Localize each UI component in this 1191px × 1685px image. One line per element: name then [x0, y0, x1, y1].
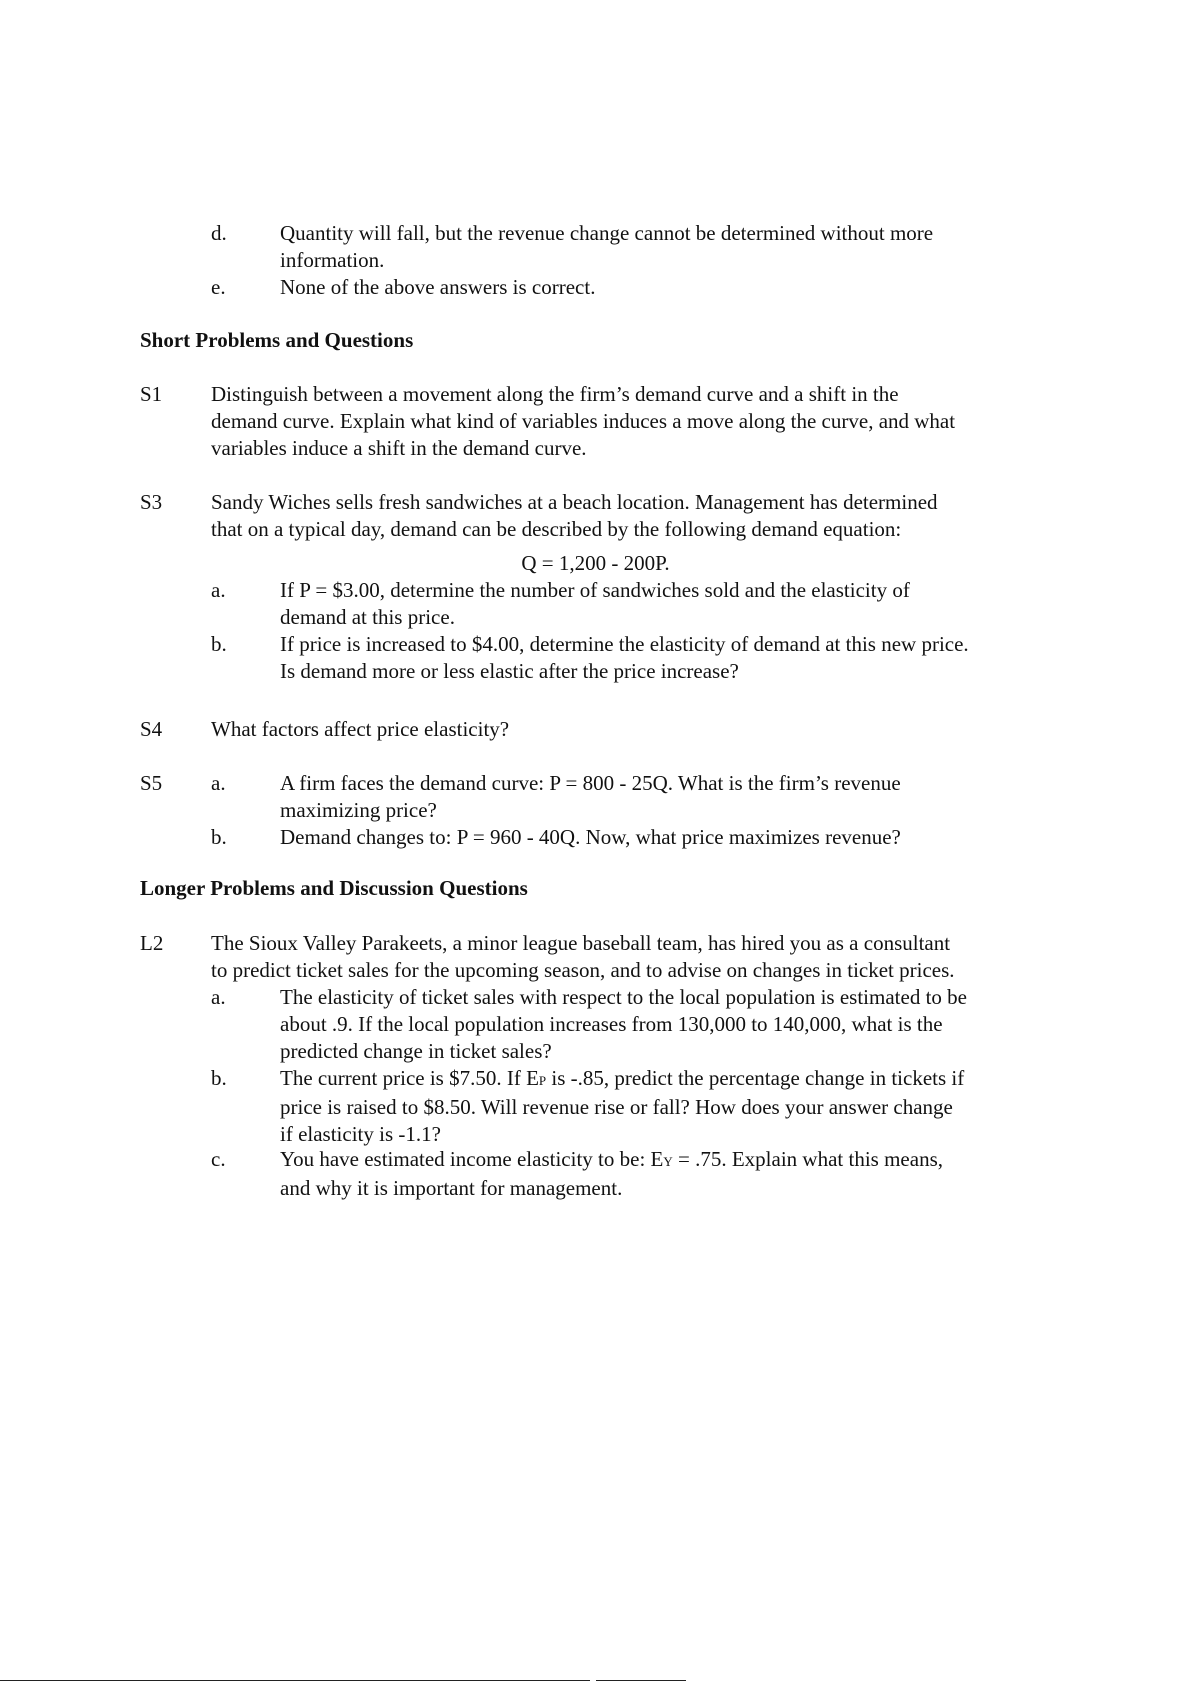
short-problems-heading: Short Problems and Questions — [140, 328, 414, 352]
question-label: S3 — [140, 490, 163, 514]
text-line: Sandy Wiches sells fresh sandwiches at a beach location. Management has determined — [211, 490, 938, 514]
part-label: b. — [211, 825, 227, 849]
text-line: variables induce a shift in the demand curve. — [211, 436, 587, 460]
part-label: c. — [211, 1147, 226, 1171]
text-line: If price is increased to $4.00, determine the elasticity of demand at this new price. — [280, 632, 969, 656]
text-line: demand curve. Explain what kind of variables induces a move along the curve, and what — [211, 409, 956, 433]
question-text — [211, 489, 1061, 543]
part-text — [280, 1146, 1060, 1202]
question-label: S1 — [140, 382, 163, 406]
question-text: What factors affect price elasticity? — [211, 717, 510, 741]
text-line: The current price is $7.50. If EP is -.85, predict the percentage change in tickets if — [280, 1066, 965, 1090]
text-line: The Sioux Valley Parakeets, a minor league baseball team, has hired you as a consultant — [211, 931, 951, 955]
text-line: A firm faces the demand curve: P = 800 - 25Q. What is the firm’s revenue — [280, 771, 901, 795]
text-line: if elasticity is -1.1? — [280, 1122, 441, 1146]
part-text — [280, 631, 1080, 685]
part-label: b. — [211, 1066, 227, 1090]
text-line: to predict ticket sales for the upcoming season, and to advise on changes in ticket prices. — [211, 958, 955, 982]
text-line: about .9. If the local population increases from 130,000 to 140,000, what is the — [280, 1012, 943, 1036]
text-line: information. — [280, 248, 385, 272]
part-text — [280, 577, 1060, 631]
text-line: price is raised to $8.50. Will revenue rise or fall? How does your answer change — [280, 1095, 953, 1119]
part-label: b. — [211, 632, 227, 656]
part-label: a. — [211, 771, 226, 795]
question-text — [211, 381, 1061, 462]
footer-rule — [0, 1680, 590, 1681]
text-line: You have estimated income elasticity to be: EY = .75. Explain what this means, — [280, 1147, 943, 1171]
text-line: and why it is important for management. — [280, 1176, 623, 1200]
question-label: S5 — [140, 771, 163, 795]
text-line: If P = $3.00, determine the number of sandwiches sold and the elasticity of — [280, 578, 910, 602]
footer-rule — [596, 1680, 686, 1681]
text-line: demand at this price. — [280, 605, 455, 629]
text-line: Distinguish between a movement along the firm’s demand curve and a shift in the — [211, 382, 899, 406]
subscript: P — [538, 1073, 547, 1088]
text-line: that on a typical day, demand can be described by the following demand equation: — [211, 517, 902, 541]
option-label: d. — [211, 221, 227, 245]
question-text — [211, 930, 1061, 984]
demand-equation: Q = 1,200 - 200P. — [521, 551, 670, 575]
option-label: e. — [211, 275, 226, 299]
longer-problems-heading: Longer Problems and Discussion Questions — [140, 876, 528, 900]
option-text — [280, 220, 1060, 274]
text-line: maximizing price? — [280, 798, 437, 822]
question-label: L2 — [140, 931, 164, 955]
subscript: Y — [663, 1154, 673, 1169]
option-text: None of the above answers is correct. — [280, 275, 596, 299]
question-label: S4 — [140, 717, 163, 741]
part-text — [280, 1065, 1080, 1148]
part-label: a. — [211, 985, 226, 1009]
text-line: predicted change in ticket sales? — [280, 1039, 552, 1063]
part-label: a. — [211, 578, 226, 602]
text-line: Is demand more or less elastic after the price increase? — [280, 659, 739, 683]
part-text: Demand changes to: P = 960 - 40Q. Now, what price maximizes revenue? — [280, 825, 901, 849]
part-text — [280, 984, 1080, 1065]
part-text — [280, 770, 1060, 824]
text-line: The elasticity of ticket sales with respect to the local population is estimated to be — [280, 985, 967, 1009]
text-line: Quantity will fall, but the revenue change cannot be determined without more — [280, 221, 934, 245]
